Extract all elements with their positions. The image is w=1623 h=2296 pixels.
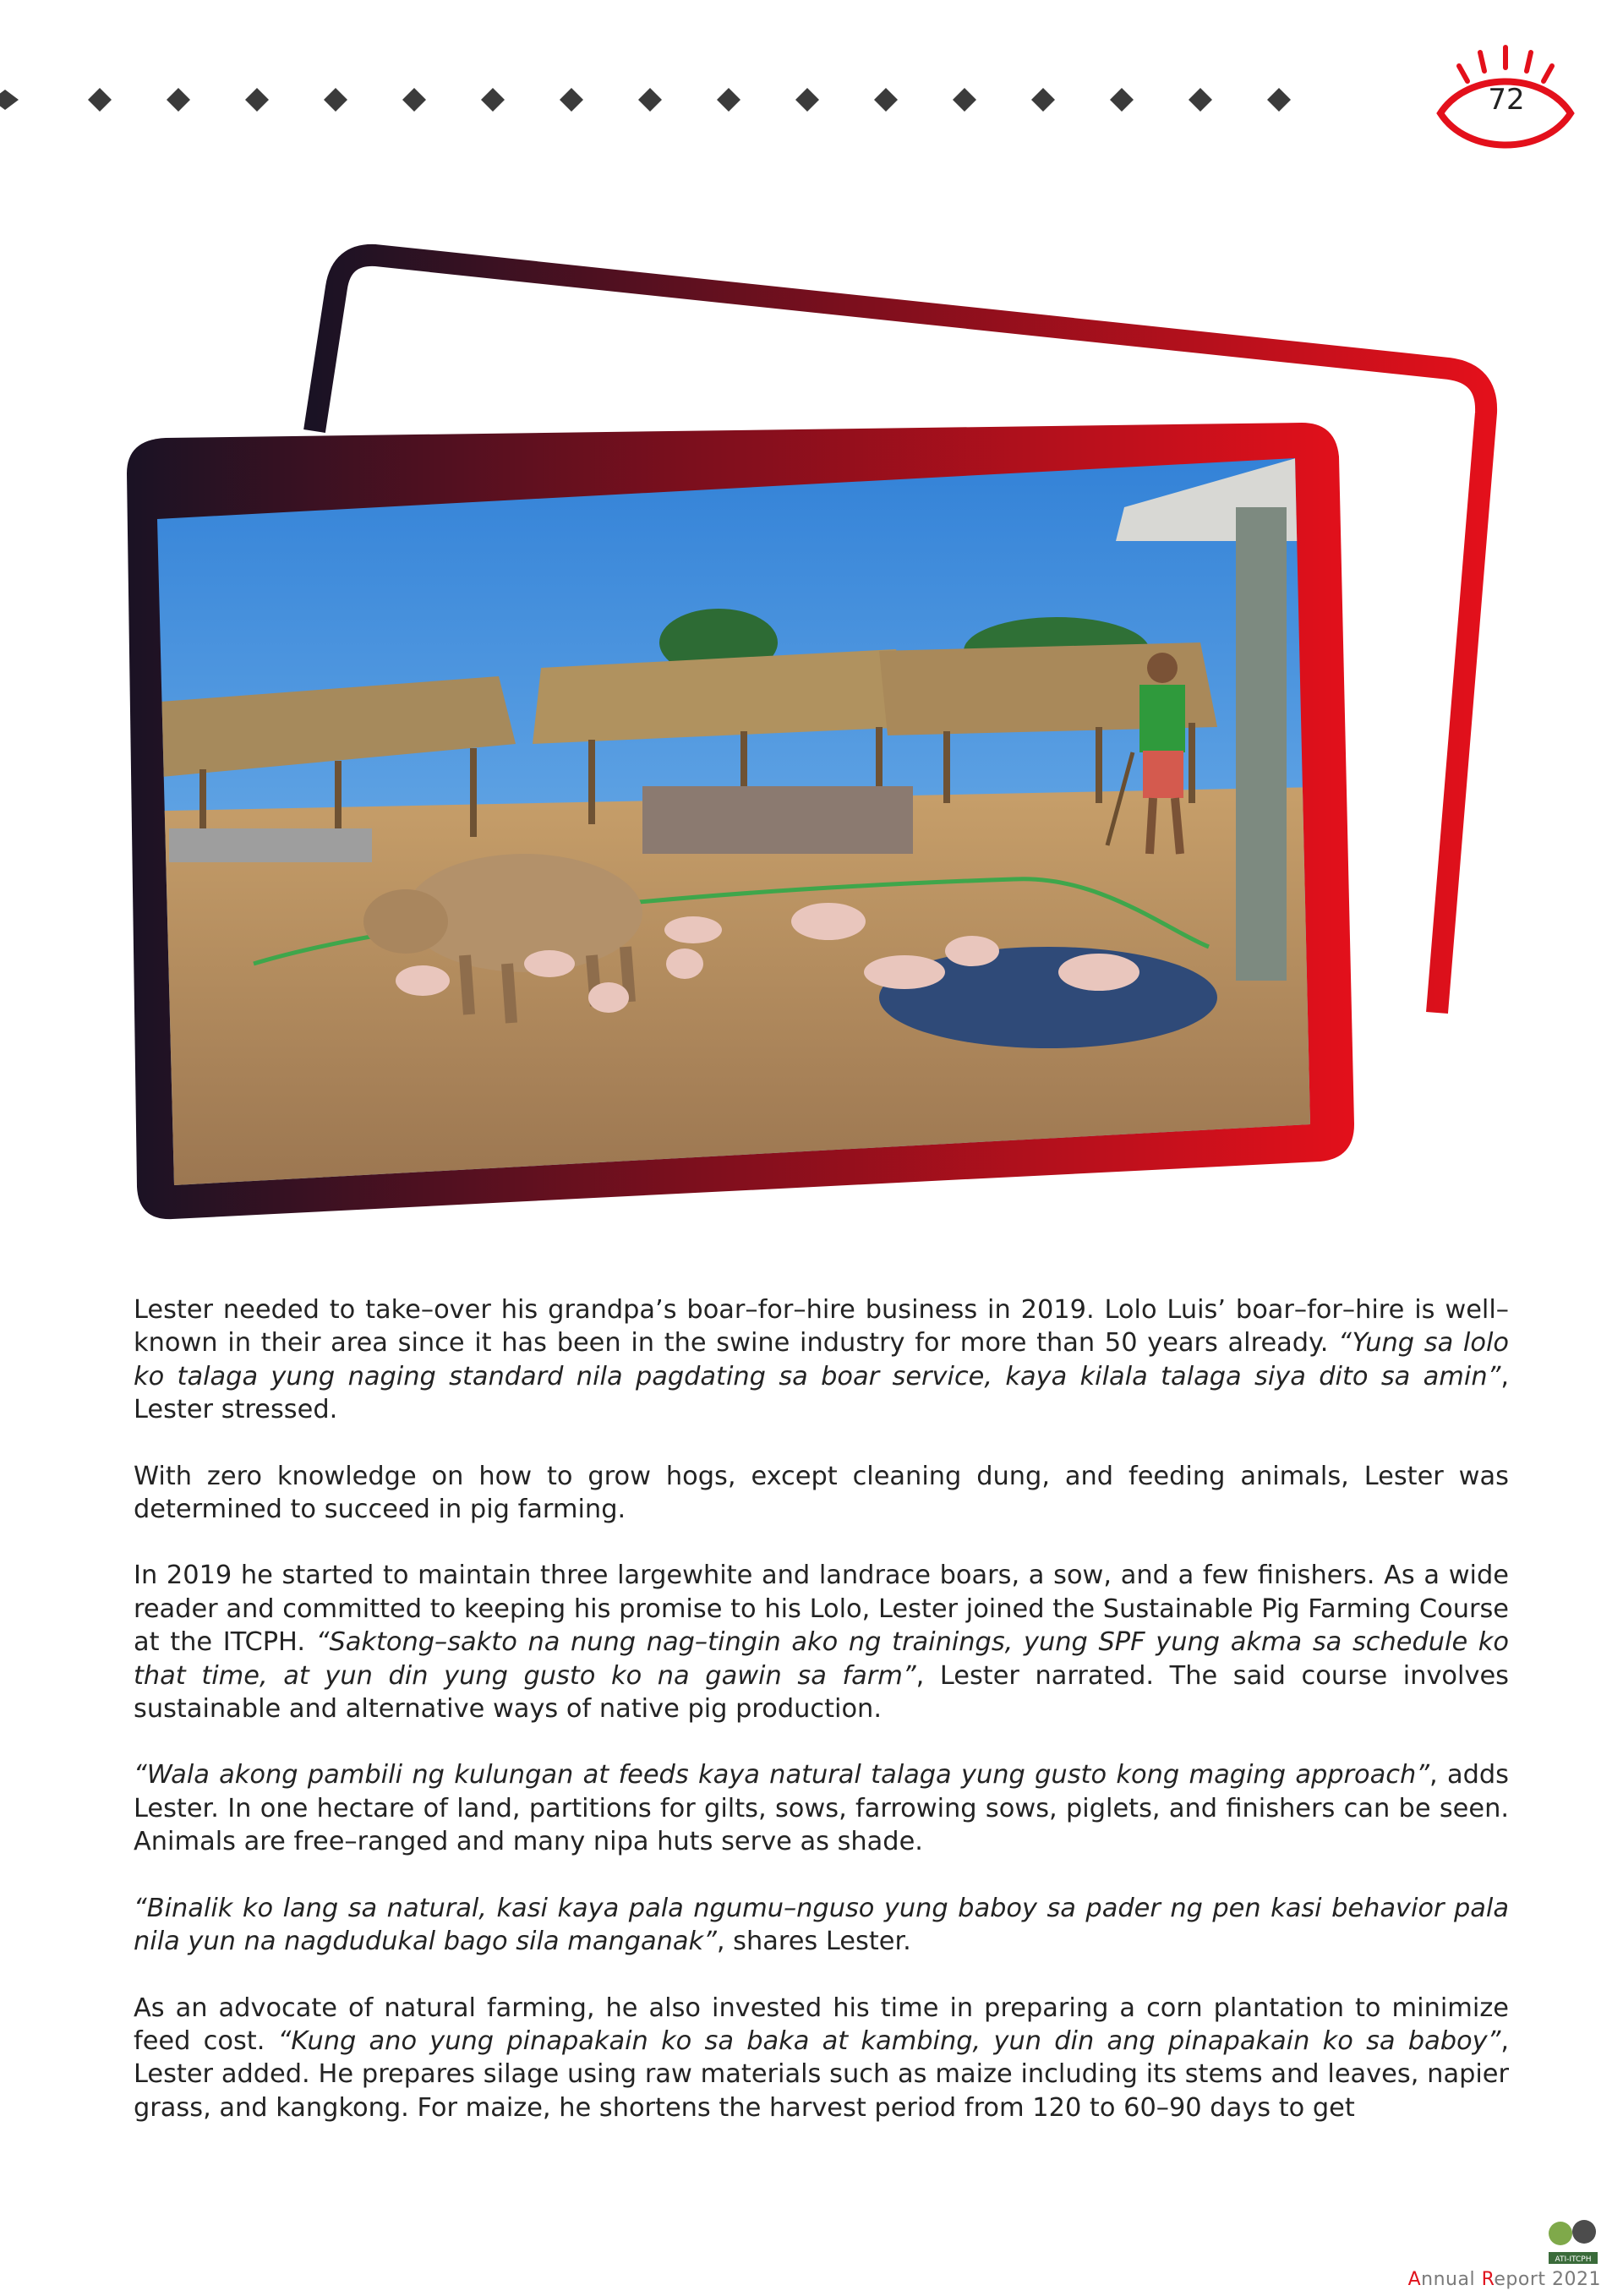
paragraph: Lester needed to take–over his grandpa’s boar–for–hire business in 2019. Lolo Luis’ boar–for–hire is well–known in their area since it has been in the swine industry for more than 50 years already. “Yung sa lolo ko talaga yung naging standard nila pagdating sa boar service, kaya kilala talaga siya dito sa amin”, Lester stressed. [134,1295,1509,1425]
paragraph: With zero knowledge on how to grow hogs, except cleaning dung, and feeding animals, Lester was determined to succeed in pig farming. [134,1461,1509,1525]
quote: “Wala akong pambili ng kulungan at feeds kaya natural talaga yung gusto kong maging approach” [134,1760,1429,1790]
quote: “Saktong–sakto na nung nag–tingin ako ng trainings, yung SPF yung akma sa schedule ko that time, at yun din yung gusto ko na gawin sa farm” [134,1627,1509,1691]
quote: “Kung ano yung pinapakain ko sa baka at kambing, yun din ang pinapakain ko sa baboy” [277,2025,1501,2056]
paragraph: In 2019 he started to maintain three largewhite and landrace boars, a sow, and a few finishers. As a wide reader and committed to keeping his promise to his Lolo, Lester joined the Sustainable Pig Farming Course at the ITCPH. “Saktong–sakto na nung nag–tingin ako ng trainings, yung SPF yung akma sa schedule ko that time, at yun din yung gusto ko na gawin sa farm”, Lester narrated. The said course involves sustainable and alternative ways of native pig production. [134,1561,1509,1725]
paragraph: “Binalik ko lang sa natural, kasi kaya pala ngumu–nguso yung baboy sa pader ng pen kasi behavior pala nila yun na nagdudukal bago sila manganak”, shares Lester. [134,1893,1509,1957]
quote: “Binalik ko lang sa natural, kasi kaya pala ngumu–nguso yung baboy sa pader ng pen kasi behavior pala nila yun na nagdudukal bago sila manganak” [134,1893,1509,1957]
logo-text: ATI-ITCPH [1555,2255,1592,2264]
page-number: 72 [1488,83,1525,117]
pig-farm-photo [127,423,1361,1200]
ati-itcph-logo [1544,2215,1603,2269]
article-body [134,1293,1509,2124]
paragraph: “Wala akong pambili ng kulungan at feeds kaya natural talaga yung gusto kong maging approach”, adds Lester. In one hectare of land, partitions for gilts, sows, farrowing sows, piglets, and finishers can be seen. Animals are free–ranged and many nipa huts serve as shade. [134,1760,1509,1857]
quote: “Yung sa lolo ko talaga yung naging standard nila pagdating sa boar service, kaya kilala talaga siya dito sa amin” [134,1328,1509,1391]
paragraph: As an advocate of natural farming, he also invested his time in preparing a corn plantation to minimize feed cost. “Kung ano yung pinapakain ko sa baka at kambing, yun din ang pinapakain ko sa baboy”, Lester added. He prepares silage using raw materials such as maize including its stems and leaves, napier grass, and kangkong. For maize, he shortens the harvest period from 120 to 60–90 days to get [134,1993,1509,2123]
footer-label: Annual Report 2021 [1407,2269,1601,2290]
